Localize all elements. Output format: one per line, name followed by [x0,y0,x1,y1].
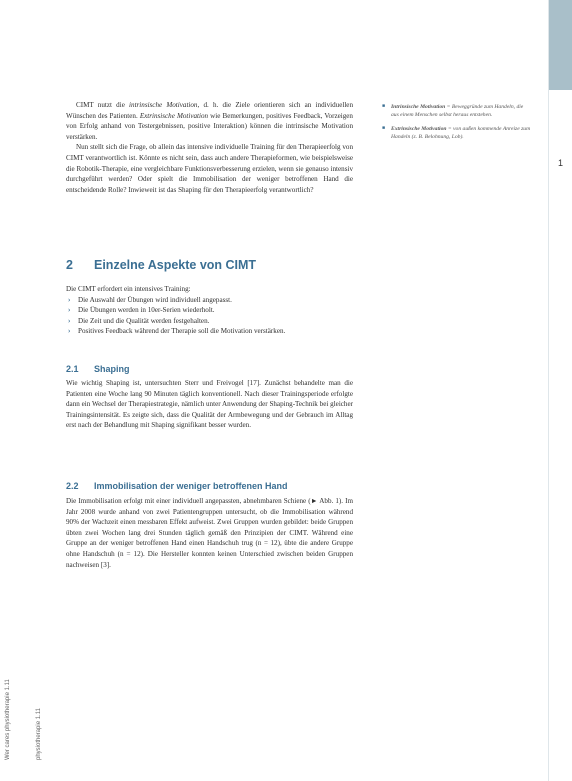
section-2-1-body [66,378,353,431]
section-number: 2.2 [66,481,79,491]
immobilisation-paragraph: Die Immobilisation erfolgt mit einer individuell angepassten, abnehmbaren Schiene (► Abb. 1). Im Jahr 2008 wurde anhand von zwei Patientengruppen untersucht, ob die Immobilisation während 90% der Wachzeit einen messbaren Effekt aufweist. Zwei Gruppen wurden gebildet: beide Gruppen übten zwei Wochen lang drei Stunden täglich gemäß den Prinzipien der CIMT. Während eine Gruppe an der weniger betroffenen Hand einen Handschuh trug (n = 12), übte die andere Gruppe ohne Handschuh (n = 12). Die Hersteller konnten keinen Unterschied zwischen beiden Gruppen nachweisen [3]. [66,497,353,569]
intro-section [66,100,353,195]
intro-text: wie Bemerkungen, positives Feedback, Vorzeigen von Erfolg anhand von Testergebnissen, positive Interaktion) können die intrinsische Motivation verstärken. [66,111,353,141]
note-term: Intrinsische Motivation [391,104,446,110]
section-heading-2-2 [66,481,288,491]
note-term: Extrinsische Motivation [391,126,447,132]
section-2-lead: Die CIMT erfordert ein intensives Training: [66,285,191,293]
note-text: = von außen kommende Anreize zum Handeln (z. B. Belohnung, Lob). [391,126,531,140]
list-item: › Positives Feedback während der Therapie soll die Motivation verstärken. [66,326,353,337]
section-number: 2.1 [66,364,79,374]
section-heading-2 [66,258,256,272]
intro-paragraph-1 [66,100,353,142]
note-text: = Beweggründe zum Handeln, die aus einem Menschen selbst heraus entstehen. [391,104,524,118]
requirements-list [66,295,353,337]
intro-text: CIMT nutzt die [76,101,130,109]
edge-divider [548,0,549,781]
chapter-tab [549,0,572,90]
section-title: Einzelne Aspekte von CIMT [94,258,257,272]
section-number: 2 [66,258,73,272]
section-2-body [66,284,353,337]
intro-paragraph-2: Nun stellt sich die Frage, ob allein das intensive individuelle Training für den Therapieerfolg von CIMT verantwortlich ist. Könnte es nicht sein, dass auch andere Therapieformen, wie beispielsweise die Robotik-Therapie, eine vergleichbare Funktionsverbesserung erzielen, wenn sie genauso intensiv durchgeführt werden? Oder spielt die Immobilisation der weniger betroffenen Hand die entscheidende Rolle? Inwieweit ist das Shaping für den Therapieerfolg verantwortlich? [66,143,353,194]
margin-note [382,103,532,119]
intro-emphasis: intrinsische Motivation [129,101,198,109]
intro-text: , d. h. die Ziele orientieren sich an individuellen Wünschen des Patienten. [66,101,353,120]
shaping-paragraph: Wie wichtig Shaping ist, untersuchten Sterr und Freivogel [17]. Zunächst behandelte man die Patienten eine Woche lang 90 Minuten täglich konventionell. Nach dieser Trainingsperiode erfolgte dann ein Wechsel der Therapiestrategie, nämlich unter Anwendung der Shaping-Technik bei gleicher Trainingsintensität. Es zeigte sich, dass die Qualität der Armbewegung und der Gebrauch im Alltag erst nach der Behandlung mit Shaping signifikant besser wurden. [66,379,353,430]
section-title: Immobilisation der weniger betroffenen Hand [94,481,288,491]
vertical-footer-text: physiotherapie 1.11 [36,708,42,760]
list-item: › Die Übungen werden in 10er-Serien wiederholt. [66,305,353,316]
intro-emphasis: Extrinsische Motivation [139,111,209,120]
margin-note [382,125,532,141]
vertical-footer-text: Wer cares physiotherapie 1.11 [5,679,11,760]
side-number: 1 [558,158,564,168]
list-item: › Die Zeit und die Qualität werden festgehalten. [66,316,353,327]
section-title: Shaping [94,364,130,374]
section-heading-2-1 [66,364,130,374]
list-item: › Die Auswahl der Übungen wird individuell angepasst. [66,295,353,306]
margin-notes [382,103,532,147]
section-2-2-body [66,496,353,570]
